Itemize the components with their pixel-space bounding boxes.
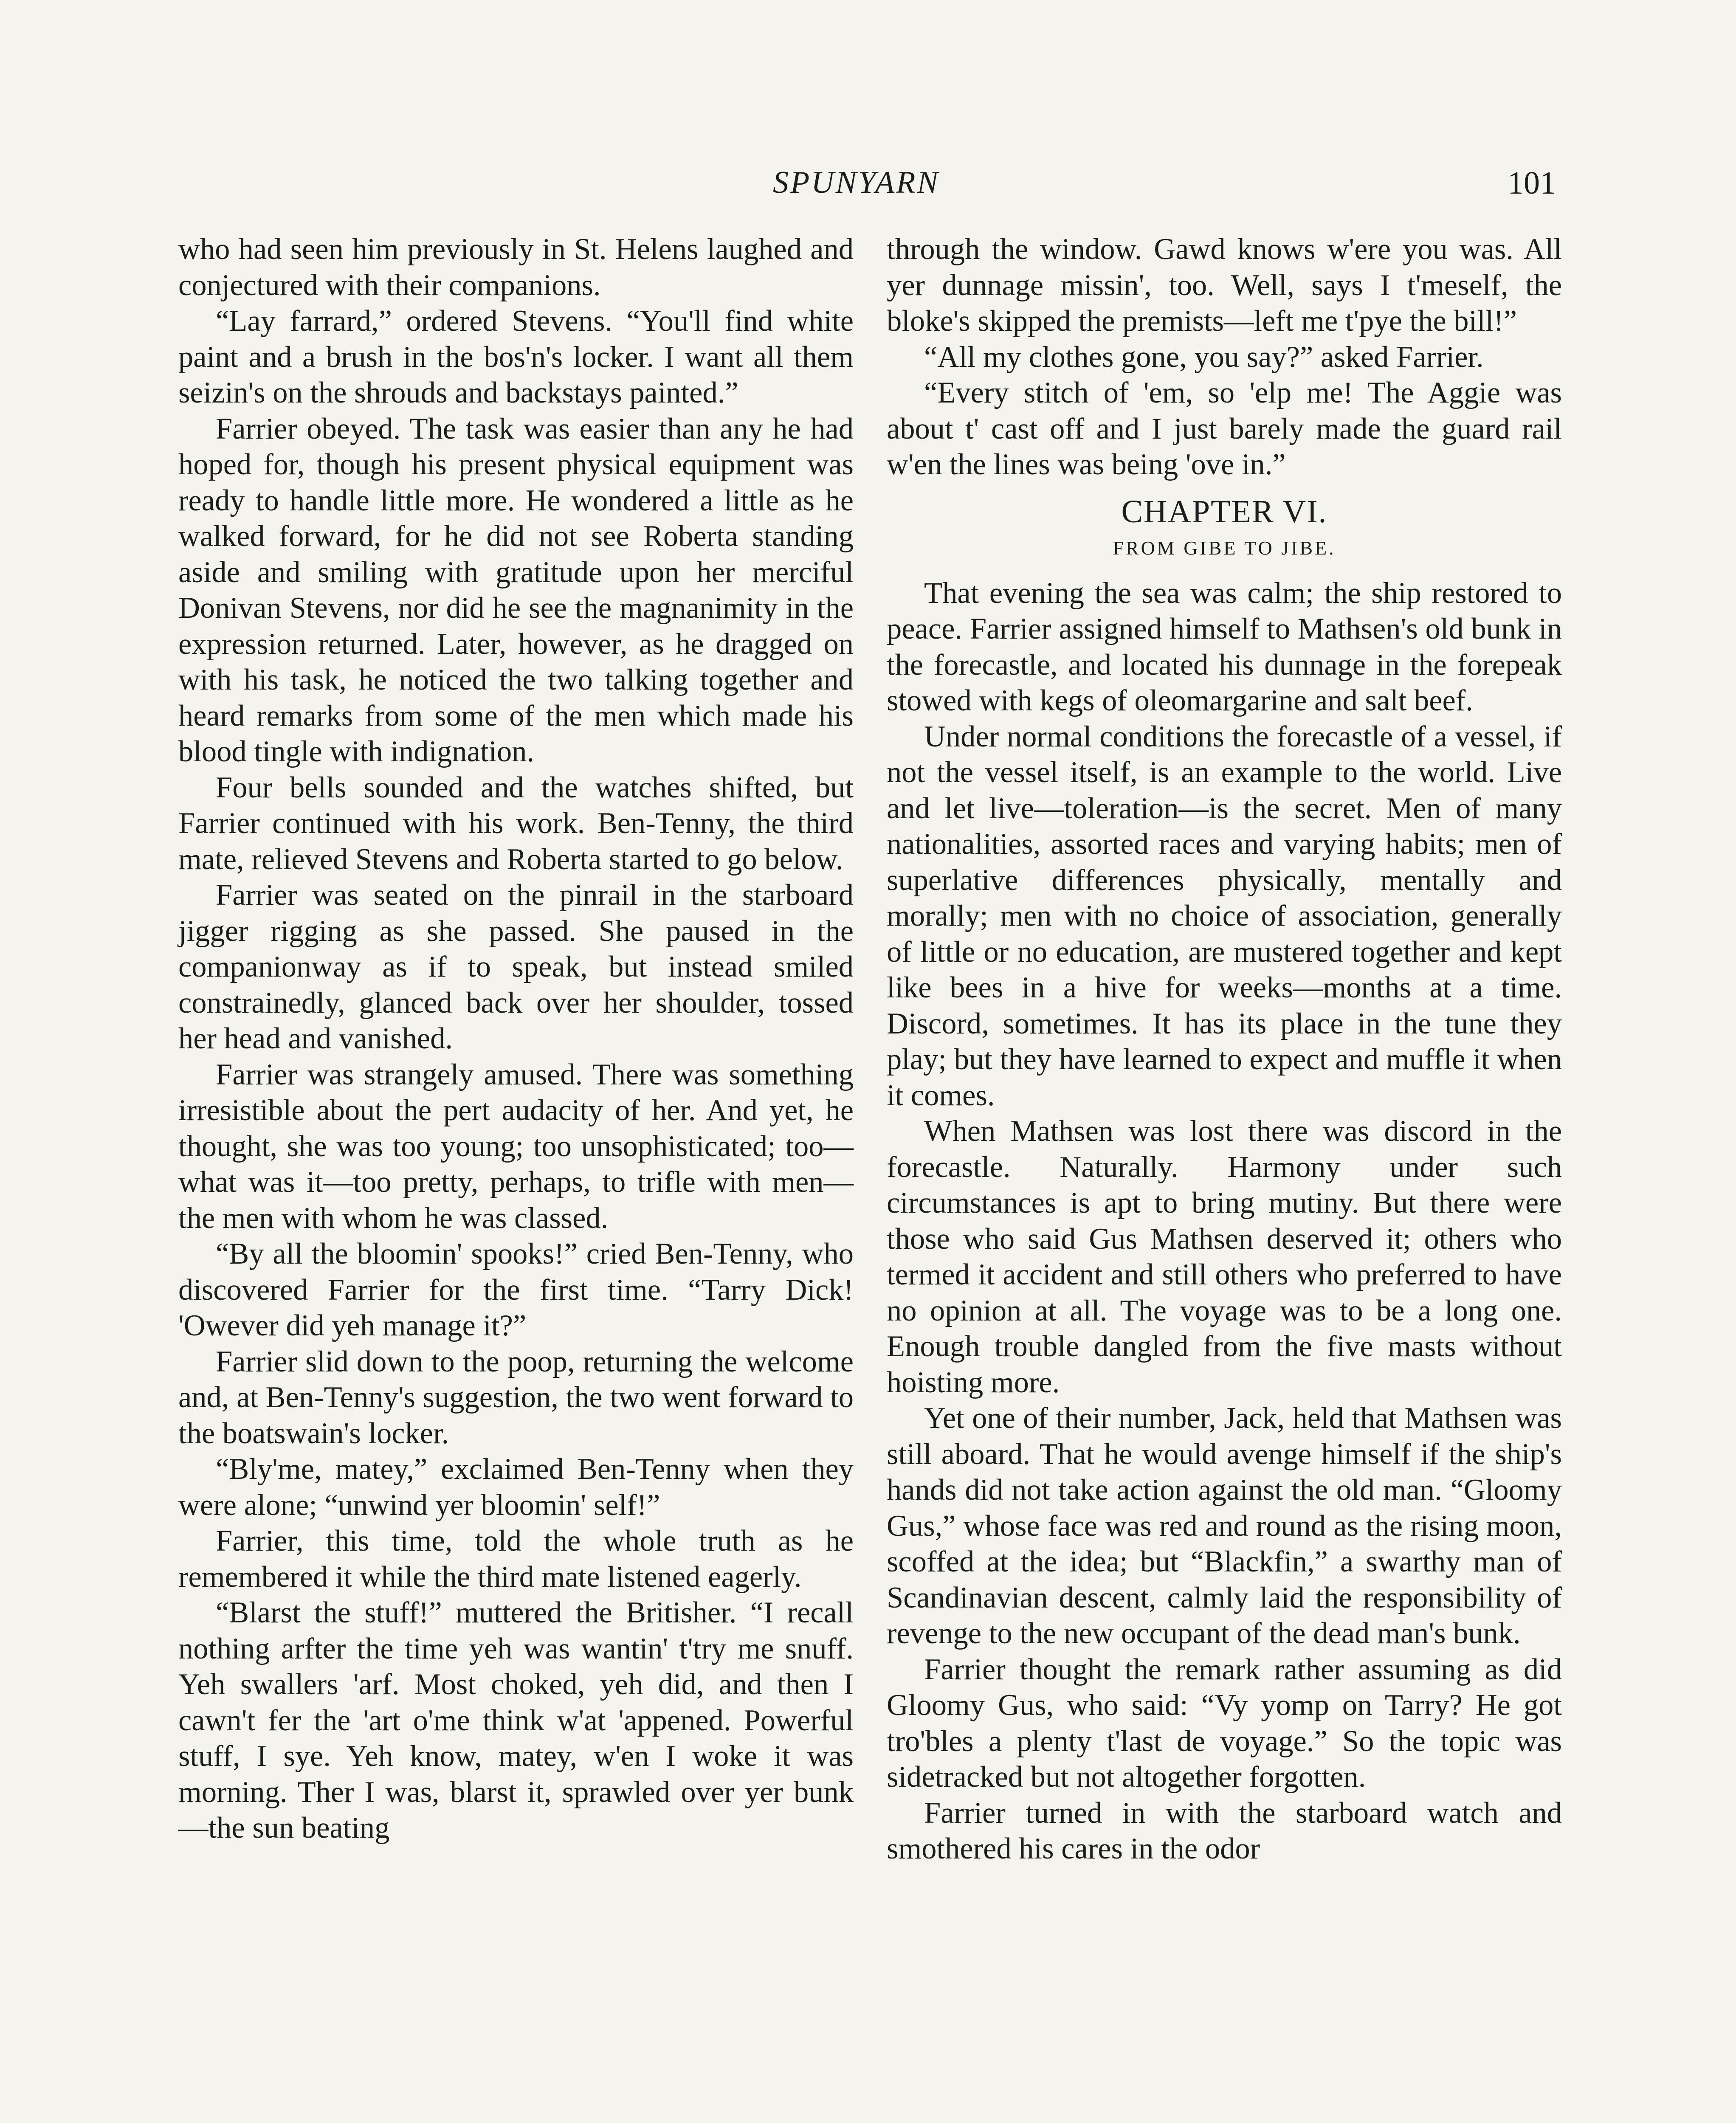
- paragraph: Farrier turned in with the starboard watch and smothered his cares in the odor: [887, 1796, 1562, 1865]
- paragraph: Yet one of their number, Jack, held that Mathsen was still aboard. That he would avenge himself if the ship's hands did not take action against the old man. “Gloomy Gus,” whose face was red and round as the rising moon, scoffed at the idea; but “Blackfin,” a swarthy man of Scandinavian descent, calmly laid the responsibility of revenge to the new occupant of the dead man's bunk.: [887, 1402, 1562, 1650]
- left-column: [178, 231, 854, 1846]
- page-number: 101: [1508, 165, 1556, 201]
- running-title: SPUNYARN: [773, 165, 940, 200]
- paragraph: Farrier, this time, told the whole truth as he remembered it while the third mate listened eagerly.: [178, 1524, 854, 1594]
- right-column: [887, 231, 1562, 1867]
- page-header: [0, 165, 1736, 216]
- paragraph: Farrier thought the remark rather assuming as did Gloomy Gus, who said: “Vy yomp on Tarry? He got tro'bles a plenty t'last de voyage.” So the topic was sidetracked but not altogether forgotten.: [887, 1653, 1562, 1794]
- chapter-subtitle: FROM GIBE TO JIBE.: [1113, 537, 1336, 559]
- paragraph: Farrier obeyed. The task was easier than any he had hoped for, though his present physical equipment was ready to handle little more. He wondered a little as he walked forward, for he did not see Roberta standing aside and smiling with gratitude upon her merciful Donivan Stevens, nor did he see the magnanimity in the expression returned. Later, however, as he dragged on with his task, he noticed the two talking together and heard remarks from some of the men which made his blood tingle with indignation.: [178, 412, 854, 768]
- paragraph: Farrier was seated on the pinrail in the starboard jigger rigging as she passed. She paused in the companionway as if to speak, but instead smiled constrainedly, glanced back over her shoulder, tossed her head and vanished.: [178, 878, 854, 1055]
- paragraph: Farrier slid down to the poop, returning the welcome and, at Ben-Tenny's suggestion, the two went forward to the boatswain's locker.: [178, 1345, 854, 1450]
- paragraph: Under normal conditions the forecastle of a vessel, if not the vessel itself, is an example to the world. Live and let live—toleration—is the secret. Men of many nationalities, assorted races and varying habits; men of superlative differences physically, mentally and morally; men with no choice of association, generally of little or no education, are mustered together and kept like bees in a hive for weeks—months at a time. Discord, sometimes. It has its place in the tune they play; but they have learned to expect and muffle it when it comes.: [887, 720, 1562, 1112]
- paragraph: “Blarst the stuff!” muttered the Britisher. “I recall nothing arfter the time yeh was wantin' t'try me snuff. Yeh swallers 'arf. Most choked, yeh did, and then I cawn't fer the 'art o'me think w'at 'appened. Powerful stuff, I sye. Yeh know, matey, w'en I woke it was morning. Ther I was, blarst it, sprawled over yer bunk—the sun beating: [178, 1596, 854, 1844]
- paragraph: “All my clothes gone, you say?” asked Farrier.: [924, 340, 1484, 374]
- paragraph: “Lay farrard,” ordered Stevens. “You'll find white paint and a brush in the bos'n's locker. I want all them seizin's on the shrouds and backstays painted.”: [178, 304, 854, 409]
- paragraph: That evening the sea was calm; the ship restored to peace. Farrier assigned himself to Mathsen's old bunk in the forecastle, and located his dunnage in the forepeak stowed with kegs of oleomargarine and salt beef.: [887, 576, 1562, 717]
- paragraph: “Every stitch of 'em, so 'elp me! The Aggie was about t' cast off and I just barely made the guard rail w'en the lines was being 'ove in.”: [887, 376, 1562, 481]
- chapter-title: CHAPTER VI.: [1121, 493, 1327, 529]
- paragraph: When Mathsen was lost there was discord in the forecastle. Naturally. Harmony under such circumstances is apt to bring mutiny. But there were those who said Gus Mathsen deserved it; others who termed it accident and still others who preferred to have no opinion at all. The voyage was to be a long one. Enough trouble dangled from the five masts without hoisting more.: [887, 1115, 1562, 1399]
- paragraph: “By all the bloomin' spooks!” cried Ben-Tenny, who discovered Farrier for the first time. “Tarry Dick! 'Owever did yeh manage it?”: [178, 1237, 854, 1342]
- paragraph: who had seen him previously in St. Helens laughed and conjectured with their companions.: [178, 233, 854, 302]
- paragraph: through the window. Gawd knows w'ere you was. All yer dunnage missin', too. Well, says I t'meself, the bloke's skipped the premists—left me t'pye the bill!”: [887, 233, 1562, 338]
- paragraph: “Bly'me, matey,” exclaimed Ben-Tenny when they were alone; “unwind yer bloomin' self!”: [178, 1453, 854, 1522]
- paragraph: Four bells sounded and the watches shifted, but Farrier continued with his work. Ben-Tenny, the third mate, relieved Stevens and Roberta started to go below.: [178, 771, 854, 876]
- paragraph: Farrier was strangely amused. There was something irresistible about the pert audacity of her. And yet, he thought, she was too young; too unsophisticated; too—what was it—too pretty, perhaps, to trifle with men—the men with whom he was classed.: [178, 1058, 854, 1235]
